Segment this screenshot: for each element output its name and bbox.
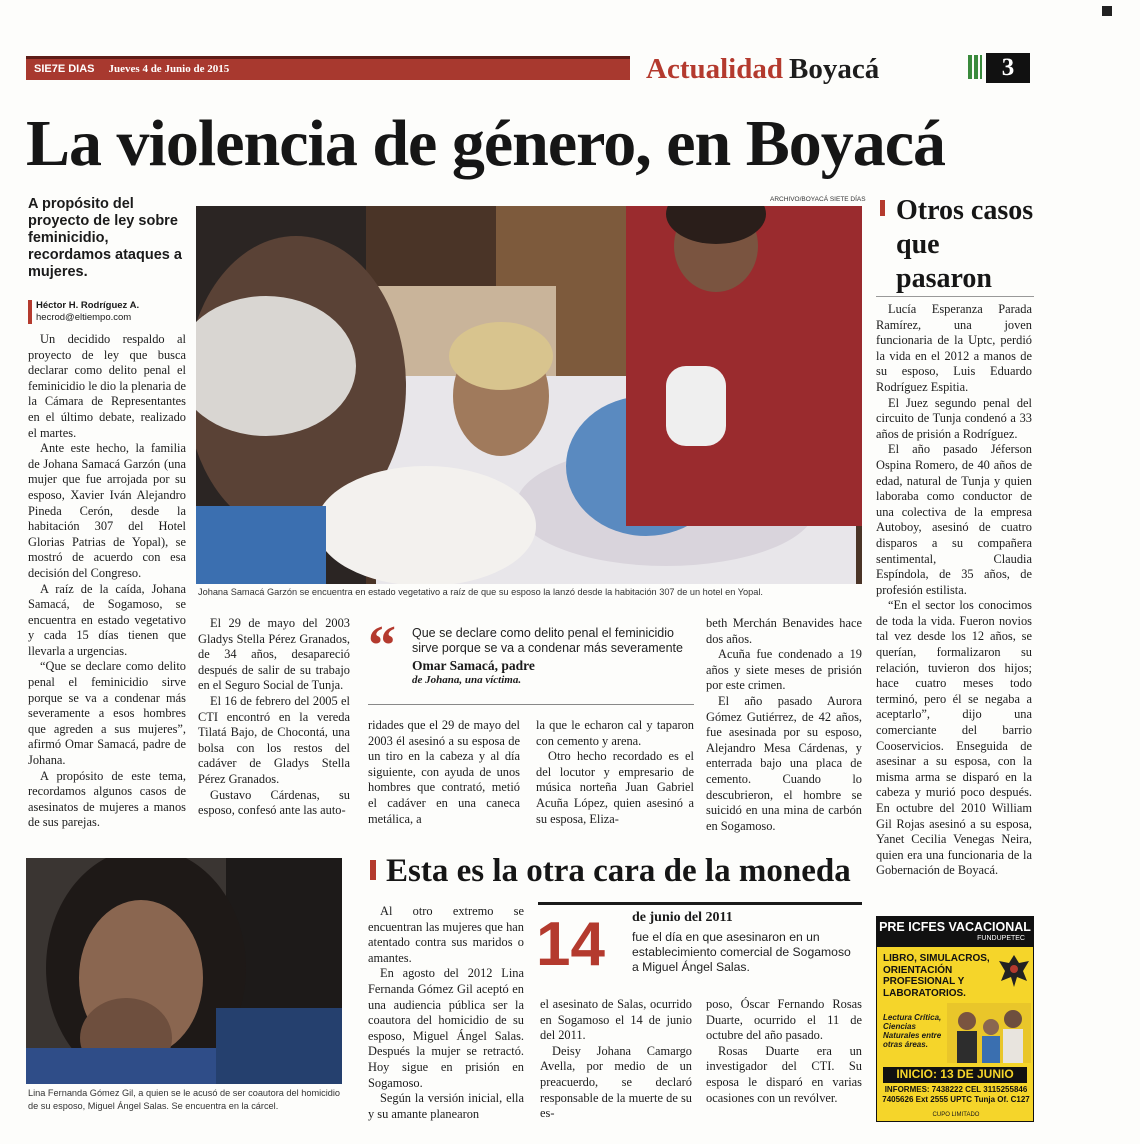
section-label xyxy=(646,52,879,86)
author-email: hecrod@eltiempo.com xyxy=(36,312,132,323)
date-box-rule xyxy=(538,902,862,905)
eagle-emblem-icon xyxy=(997,953,1031,989)
article-lead: A propósito del proyecto de ley sobre feminicidio, recordamos ataques a mujeres. xyxy=(28,196,182,280)
pull-quote xyxy=(368,615,694,686)
paragraph: el asesinato de Salas, ocurrido en Sogamoso el 14 de junio del 2011. xyxy=(540,997,692,1043)
paragraph: Un decidido respaldo al proyecto de ley que busca declarar como delito penal el feminicidio le dio la plenaria de la Cámara de Representantes en el último debate, realizado el martes. xyxy=(28,332,186,440)
paragraph: “En el sector los conocimos de toda la vida. Fueron novios tal vez desde los 12 años, se querían, formalizaron su relación, tuvieron dos hijos; hace cuatro meses todo terminó, pero él se negaba a aceptarlo”, dijo una comerciante del barrio Cooservicios. Enseguida de asesinar a su esposa, con la misma arma se disparó en la cabeza y murió poco después. En octubre del 2010 William Gil Rojas asesinó a su esposa, Yanet Cecilia Venegas Neira, quien era una funcionaria de la Gobernación de Boyacá. xyxy=(876,598,1032,878)
ad-limited: CUPO LIMITADO xyxy=(932,1112,980,1118)
ad-contact-info: INFORMES: 7438222 CEL 3115255846 7405626 Ext 2555 UPTC Tunja Of. C127 xyxy=(882,1085,1030,1104)
date-box-number: 14 xyxy=(536,910,605,979)
page-headline: La violencia de género, en Boyacá xyxy=(26,107,946,180)
paragraph: Gustavo Cárdenas, su esposo, confesó ante las auto- xyxy=(198,787,350,818)
paragraph: Acuña fue condenado a 19 años y siete meses de prisión por este crimen. xyxy=(706,647,862,693)
byline xyxy=(28,300,188,324)
second-headline-bar xyxy=(370,860,376,880)
portrait-illustration xyxy=(26,858,342,1084)
section-actualidad: Actualidad xyxy=(646,52,783,85)
paragraph: El año pasado Aurora Gómez Gutiérrez, de 42 años, fue asesinada por su esposo, Alejandro Mesa Cárdenas, y enterrada bajo una placa de cemento. Cuando lo descubrieron, el hombre se suicidó en una mina de carbón en Sogamoso. xyxy=(706,693,862,833)
paragraph: Otro hecho recordado es el del locutor y empresario de música norteña Juan Gabriel Acuña López, quien asesinó a su esposa, Eliza- xyxy=(536,749,694,826)
paragraph: beth Merchán Benavides hace dos años. xyxy=(706,616,862,646)
sidebar-body xyxy=(876,302,1032,879)
photo-caption: Johana Samacá Garzón se encuentra en estado vegetativo a raíz de que su esposo la lanzó desde la habitación 307 de un hotel en Yopal. xyxy=(198,587,763,597)
second-story-column-2 xyxy=(540,997,692,1122)
page-number: 3 xyxy=(986,53,1030,83)
paragraph: El Juez segundo penal del circuito de Tunja condenó a 33 años de prisión a Rodríguez. xyxy=(876,395,1032,441)
paragraph: El año pasado Jéferson Ospina Romero, de 40 años de edad, natural de Tunja y quien laboraba como conductor de una colectiva de la empresa Autoboy, asesinó de cuatro disparos a su compañera sentimental, Claudia Espíndola, de 35 años, de profesión estilista. xyxy=(876,442,1032,597)
ad-services: LIBRO, SIMULACROS, ORIENTACIÓN PROFESIONAL Y LABORATORIOS. xyxy=(883,953,990,999)
students-photo-icon xyxy=(947,1003,1031,1063)
paragraph: Ante este hecho, la familia de Johana Samacá Garzón (una mujer que fue arrojada por su esposo, Xavier Iván Alejandro Pineda Cerón, desde la habitación 307 del Hotel Glorias Patrias de Yopal), se mostró de acuerdo con esa decisión del Congreso. xyxy=(28,441,186,580)
quote-mark-icon: “ xyxy=(368,615,396,677)
pull-quote-role: de Johana, una víctima. xyxy=(412,674,522,686)
paragraph: ridades que el 29 de mayo del 2003 él asesinó a su esposa de un tiro en la cabeza y al día siguiente, con ayuda de unos hombres que contrató, metió el cadáver en una caneca metálica, a xyxy=(368,718,520,826)
hospital-scene-illustration xyxy=(196,206,862,584)
paragraph: Según la versión inicial, ella y su amante planearon xyxy=(368,1091,524,1121)
paragraph: poso, Óscar Fernando Rosas Duarte, ocurrido el 11 de octubre del año pasado. xyxy=(706,997,862,1043)
ad-start-date: INICIO: 13 DE JUNIO xyxy=(883,1067,1027,1083)
date-box-description: fue el día en que asesinaron en un establecimiento comercial de Sogamoso a Miguel Ángel Salas. xyxy=(632,930,851,974)
second-story-column-1 xyxy=(368,904,524,1122)
paragraph: El 29 de mayo del 2003 Gladys Stella Pérez Granados, de 34 años, desapareció después de salir de su trabajo en el Seguro Social de Tunja. xyxy=(198,616,350,693)
corner-registration-mark xyxy=(1102,6,1112,16)
article-column-4 xyxy=(536,718,694,827)
lina-photo-caption: Lina Fernanda Gómez Gil, a quien se le acusó de ser coautora del homicidio de su esposo, Miguel Ángel Salas. Se encuentra en la cárcel. xyxy=(28,1088,341,1111)
second-headline: Esta es la otra cara de la moneda xyxy=(386,853,851,889)
pull-quote-text: Que se declare como delito penal el feminicidio sirve porque se va a condenar más severamente xyxy=(412,626,683,655)
pull-quote-rule xyxy=(368,704,694,705)
article-column-2 xyxy=(198,616,350,819)
paper-name: SIE7E DIAS xyxy=(34,63,95,75)
article-column-5 xyxy=(706,616,862,834)
author-name: Héctor H. Rodríguez A. xyxy=(36,300,140,311)
ad-title: PRE ICFES VACACIONAL xyxy=(877,917,1033,935)
paragraph: A propósito de este tema, recordamos algunos casos de asesinatos de mujeres a manos de sus parejas. xyxy=(28,768,186,830)
sidebar-accent-bar xyxy=(880,200,885,216)
paragraph: Al otro extremo se encuentran las mujeres que han atentado contra sus maridos o amantes. xyxy=(368,904,524,965)
pull-quote-author: Omar Samacá, padre xyxy=(412,658,535,673)
pre-icfes-advertisement xyxy=(876,916,1034,1122)
article-column-3 xyxy=(368,718,520,827)
ad-areas: Lectura Crítica, Ciencias Naturales entre otras áreas. xyxy=(883,1013,942,1049)
paragraph: “Que se declare como delito penal el feminicidio sirve porque se va a condenar más severamente a esos hombres que agreden a sus mujeres”, afirmó Omar Samacá, padre de Johana. xyxy=(28,659,186,768)
photo-credit: ARCHIVO/BOYACÁ SIETE DÍAS xyxy=(770,196,866,203)
section-divider xyxy=(968,55,982,79)
sidebar-title: Otros casos que pasaron xyxy=(896,195,1034,294)
paragraph: A raíz de la caída, Johana Samacá, de Sogamoso, se encuentra en estado vegetativo y cada 15 días tienen que llevarla a urgencias. xyxy=(28,581,186,658)
byline-bar xyxy=(28,300,32,324)
paragraph: la que le echaron cal y taparon con cemento y arena. xyxy=(536,718,694,748)
section-boyaca: Boyacá xyxy=(788,52,880,85)
paragraph: En agosto del 2012 Lina Fernanda Gómez Gil aceptó en una audiencia pública ser la coautora del homicidio de su esposo, Miguel Ángel Salas. Después la mujer se retractó. Hoy sigue en prisión en Sogamoso. xyxy=(368,966,524,1090)
issue-date: Jueves 4 de Junio de 2015 xyxy=(108,63,230,75)
paragraph: Rosas Duarte era un investigador del CTI. Su esposa le disparó en varias ocasiones con un revólver. xyxy=(706,1043,862,1105)
lina-photo xyxy=(26,858,342,1084)
date-box-title: de junio del 2011 xyxy=(632,910,733,925)
paragraph: El 16 de febrero del 2005 el CTI encontró en la vereda Tilatá Bajo, de Chocontá, una bolsa con los restos del cadáver de Gladys Stella Pérez Granados. xyxy=(198,693,350,786)
main-photo xyxy=(196,206,862,584)
header-info xyxy=(34,59,229,79)
paragraph: Lucía Esperanza Parada Ramírez, una joven funcionaria de la Uptc, perdió la vida en el 2012 a manos de su esposo, Luis Eduardo Rodríguez Espitia. xyxy=(876,302,1032,394)
second-story-column-3 xyxy=(706,997,862,1106)
article-column-1 xyxy=(28,332,186,831)
sidebar-rule xyxy=(876,296,1034,297)
ad-organization: FUNDUPETEC xyxy=(877,935,1033,947)
paragraph: Deisy Johana Camargo Avella, por medio de un preacuerdo, se declaró responsable de la muerte de su es- xyxy=(540,1043,692,1121)
